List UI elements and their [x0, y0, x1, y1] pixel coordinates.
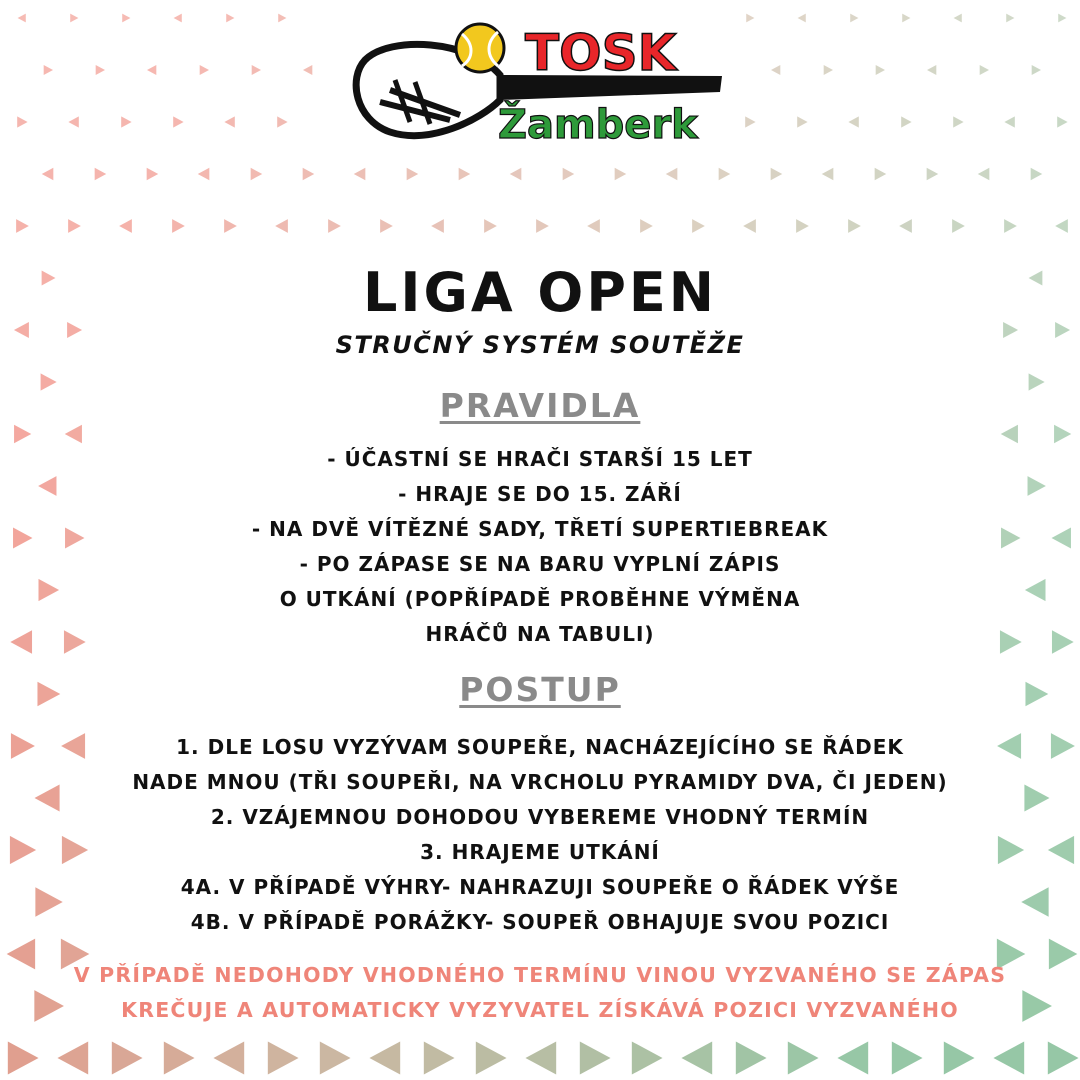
tennis-ball-icon — [456, 24, 504, 72]
step-line: NADE MNOU (TŘI SOUPEŘI, NA VRCHOLU PYRAMIDY DVA, ČI JEDEN) — [132, 770, 948, 794]
logo-town: Žamberk — [498, 102, 698, 148]
tosk-zamberk-logo — [350, 20, 725, 150]
step-line: 2. VZÁJEMNOU DOHODOU VYBEREME VHODNÝ TERMÍN — [210, 805, 870, 829]
rule-line: - ÚČASTNÍ SE HRAČI STARŠÍ 15 LET — [327, 447, 753, 471]
postup-heading: POSTUP — [459, 670, 621, 709]
notice — [0, 958, 1080, 1028]
rule-line: HRÁČŮ NA TABULI) — [425, 622, 655, 646]
step-line: 4A. V PŘÍPADĚ VÝHRY- NAHRAZUJI SOUPEŘE O ŘÁDEK VÝŠE — [180, 875, 900, 899]
rule-line: - NA DVĚ VÍTĚZNÉ SADY, TŘETÍ SUPERTIEBREAK — [251, 517, 829, 541]
step-line: 3. HRAJEME UTKÁNÍ — [420, 840, 660, 864]
step-line: 4B. V PŘÍPADĚ PORÁŽKY- SOUPEŘ OBHAJUJE SVOU POZICI — [190, 910, 890, 934]
rules-list — [0, 442, 1080, 652]
logo-name: TOSK — [525, 24, 677, 82]
notice-line: V PŘÍPADĚ NEDOHODY VHODNÉHO TERMÍNU VINOU VYZVANÉHO SE ZÁPAS — [73, 963, 1007, 987]
page-title: LIGA OPEN — [363, 261, 717, 324]
rule-line: O UTKÁNÍ (POPŘÍPADĚ PROBĚHNE VÝMĚNA — [279, 587, 801, 611]
steps-list — [0, 730, 1080, 940]
pravidla-heading: PRAVIDLA — [439, 386, 641, 425]
step-line: 1. DLE LOSU VYZÝVAM SOUPEŘE, NACHÁZEJÍCÍHO SE ŘÁDEK — [176, 735, 904, 759]
rule-line: - PO ZÁPASE SE NA BARU VYPLNÍ ZÁPIS — [299, 552, 781, 576]
notice-line: KREČUJE A AUTOMATICKY VYZYVATEL ZÍSKÁVÁ POZICI VYZVANÉHO — [121, 998, 959, 1022]
rule-line: - HRAJE SE DO 15. ZÁŘÍ — [398, 482, 682, 506]
page-subtitle: STRUČNÝ SYSTÉM SOUTĚŽE — [335, 331, 745, 359]
